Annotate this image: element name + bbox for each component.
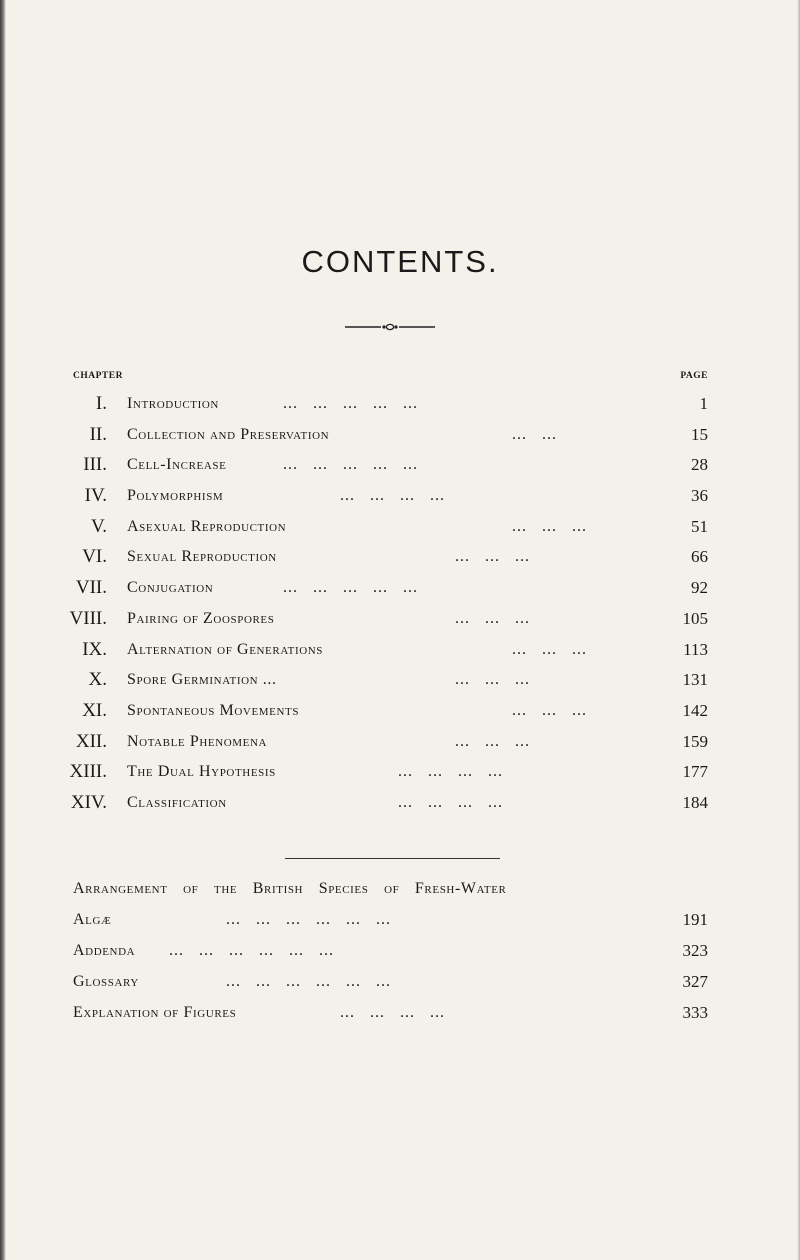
chapter-number: VII. <box>75 577 107 599</box>
glossary-title: Glossary <box>73 973 139 990</box>
arrangement-title-continued: Algæ <box>73 911 112 928</box>
chapter-title: Notable Phenomena <box>127 732 268 750</box>
page-number: 142 <box>682 700 708 720</box>
chapter-number: II. <box>89 423 107 445</box>
leader-dots: ... ... ... ... <box>340 1004 445 1021</box>
chapter-title: The Dual Hypothesis <box>127 763 276 781</box>
chapter-number: VIII. <box>69 607 107 629</box>
leader-dots: ... ... ... ... ... ... <box>226 973 391 990</box>
arrangement-title: Arrangement of the British Species of Fresh-Water <box>73 880 507 897</box>
chapter-title: Alternation of Generations <box>127 640 324 658</box>
chapter-title: Conjugation <box>127 579 214 597</box>
chapter-number: XII. <box>75 730 107 752</box>
chapter-title: Polymorphism <box>127 487 224 505</box>
chapter-column-header: CHAPTER <box>73 371 123 381</box>
chapter-title: Collection and Preservation <box>127 425 330 443</box>
leader-dots: ... ... ... <box>455 548 530 566</box>
addenda-title: Addenda <box>73 942 136 959</box>
page-column-header: PAGE <box>680 371 708 381</box>
leader-dots: ... ... ... ... <box>398 763 503 781</box>
toc-entry <box>0 450 800 481</box>
chapter-number: XIII. <box>69 761 107 783</box>
page-number: 92 <box>691 578 708 598</box>
leader-dots: ... ... ... <box>455 671 530 689</box>
toc-entry <box>0 635 800 666</box>
back-matter-list <box>0 874 800 1029</box>
toc-entry <box>0 389 800 420</box>
chapter-number: X. <box>88 669 107 691</box>
chapter-number: V. <box>90 515 107 537</box>
page-number: 159 <box>682 731 708 751</box>
toc-entry-arrangement-line1 <box>0 874 800 905</box>
leader-dots: ... ... ... <box>455 609 530 627</box>
toc-entry <box>0 665 800 696</box>
chapter-number: VI. <box>82 546 107 568</box>
chapter-title: Pairing of Zoospores <box>127 609 275 627</box>
leader-dots: ... ... <box>512 425 557 443</box>
page-number: 327 <box>682 972 708 991</box>
chapter-number: III. <box>83 454 107 476</box>
page-number: 177 <box>682 762 708 782</box>
page-number: 184 <box>682 792 708 812</box>
leader-dots: ... ... ... ... <box>398 793 503 811</box>
explanation-title: Explanation of Figures <box>73 1004 237 1021</box>
chapter-number: IX. <box>82 638 107 660</box>
leader-dots: ... ... ... ... ... <box>283 579 418 597</box>
toc-entry <box>0 696 800 727</box>
toc-entry <box>0 727 800 758</box>
toc-entry <box>0 604 800 635</box>
page-number: 28 <box>691 455 708 475</box>
chapter-title: Introduction <box>127 395 219 412</box>
page-number: 323 <box>682 941 708 960</box>
chapter-title: Sexual Reproduction <box>127 548 277 566</box>
toc-entry-addenda <box>0 936 800 967</box>
toc-entry <box>0 788 800 819</box>
leader-dots: ... ... ... <box>512 640 587 658</box>
page-number: 36 <box>691 486 708 506</box>
chapter-title: Classification <box>127 793 227 811</box>
leader-dots: ... ... ... <box>512 701 587 719</box>
chapter-list <box>0 389 800 819</box>
toc-entry <box>0 512 800 543</box>
leader-dots: ... ... ... ... ... <box>283 456 418 474</box>
page-number: 113 <box>683 639 708 659</box>
page-number: 105 <box>682 608 708 628</box>
chapter-number: I. <box>95 393 107 414</box>
leader-dots: ... ... ... ... ... ... <box>226 911 391 928</box>
leader-dots: ... ... ... ... ... <box>283 395 418 412</box>
page-number: 191 <box>682 910 708 929</box>
page-number: 66 <box>691 547 708 567</box>
chapter-title: Cell-Increase <box>127 456 227 474</box>
chapter-title: Asexual Reproduction <box>127 517 287 535</box>
leader-dots: ... ... ... <box>512 517 587 535</box>
leader-dots: ... ... ... <box>455 732 530 750</box>
leader-dots: ... ... ... ... ... ... <box>169 942 334 959</box>
page-number: 131 <box>682 670 708 690</box>
page-number: 15 <box>691 424 708 444</box>
toc-entry <box>0 573 800 604</box>
toc-entry-arrangement-line2 <box>0 905 800 936</box>
toc-entry <box>0 420 800 451</box>
chapter-title: Spore Germination ... <box>127 671 277 689</box>
chapter-title: Spontaneous Movements <box>127 701 300 719</box>
toc-entry <box>0 481 800 512</box>
toc-entry-glossary <box>0 967 800 998</box>
page-title: CONTENTS. <box>301 244 499 279</box>
chapter-number: XIV. <box>70 791 107 813</box>
section-divider <box>285 858 500 859</box>
page-number: 51 <box>691 516 708 536</box>
chapter-number: XI. <box>82 699 107 721</box>
page-number: 1 <box>699 394 708 413</box>
chapter-number: IV. <box>84 485 107 507</box>
toc-entry <box>0 542 800 573</box>
ornament-divider <box>345 322 435 332</box>
page-number: 333 <box>682 1003 708 1022</box>
toc-entry-explanation <box>0 998 800 1029</box>
leader-dots: ... ... ... ... <box>340 487 445 505</box>
toc-entry <box>0 757 800 788</box>
